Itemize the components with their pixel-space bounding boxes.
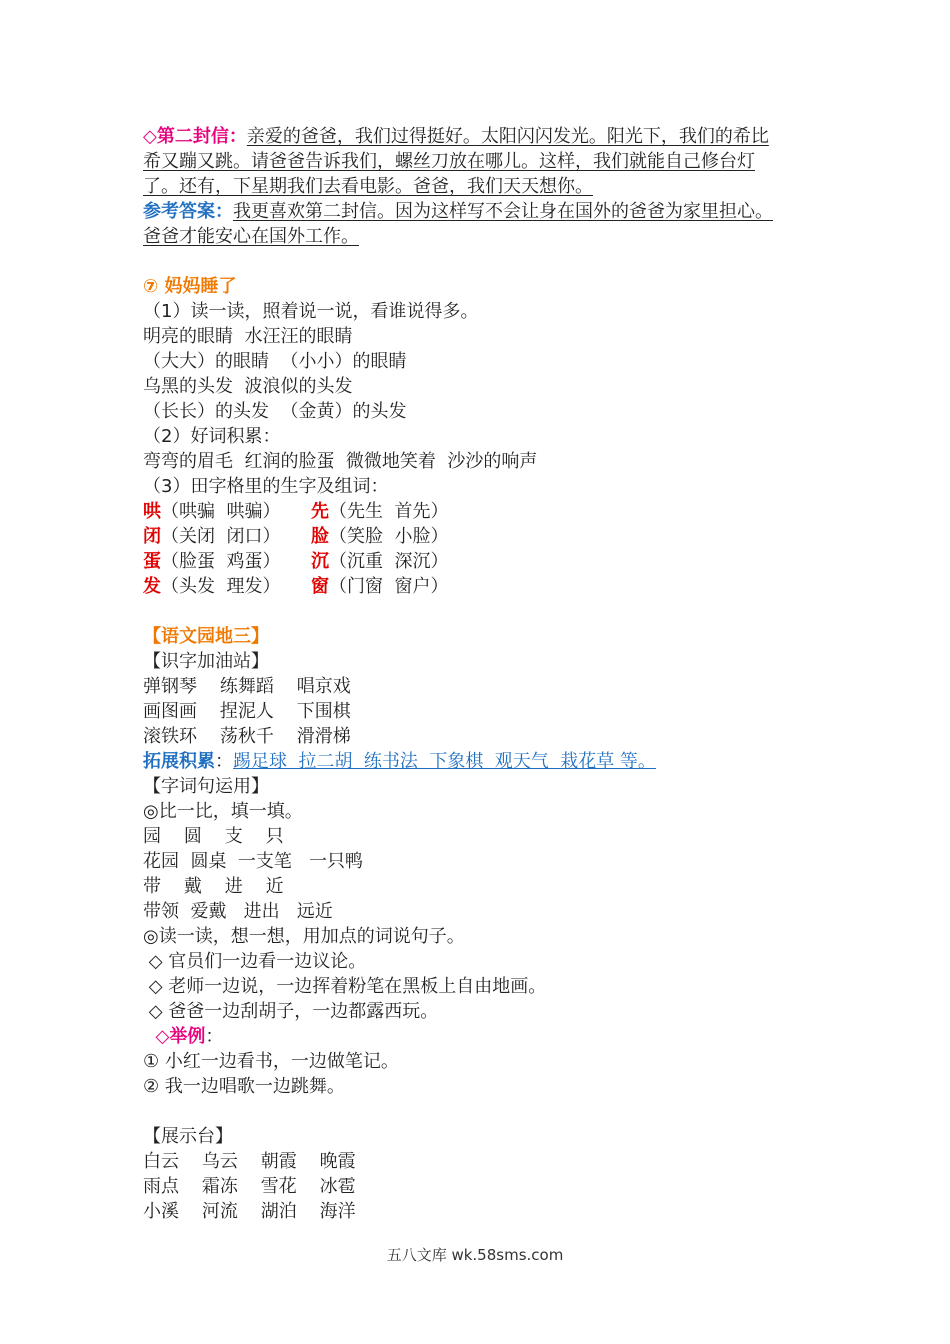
- lesson7-line: （长长）的头发 （金黄）的头发: [143, 401, 407, 422]
- diamond-marker: ◇: [143, 126, 157, 147]
- char-row: 哄（哄骗 哄骗） 先（先生 首先）: [143, 501, 449, 522]
- word-row: 弹钢琴 练舞蹈 唱京戏: [143, 676, 351, 697]
- letter2-line-3: 了。还有，下星期我们去看电影。爸爸，我们天天想你。: [143, 176, 593, 197]
- lesson7-line: （大大）的眼睛 （小小）的眼睛: [143, 351, 407, 372]
- lesson7-title: ⑦ 妈妈睡了: [143, 276, 237, 297]
- read-item: ◇ 老师一边说，一边挥着粉笔在黑板上自由地画。: [143, 976, 547, 997]
- char-row: 蛋（脸蛋 鸡蛋） 沉（沉重 深沉）: [143, 551, 449, 572]
- lesson7-line: 明亮的眼睛 水汪汪的眼睛: [143, 326, 353, 347]
- word-row: 小溪 河流 湖泊 海洋: [143, 1201, 356, 1222]
- example-item: ② 我一边唱歌一边跳舞。: [143, 1076, 345, 1097]
- page-footer: 五八文库 wk.58sms.com: [386, 1246, 564, 1264]
- example-item: ① 小红一边看书，一边做笔记。: [143, 1051, 399, 1072]
- compare-row: 带领 爱戴 进出 远近: [143, 901, 333, 922]
- answer-line-1: 参考答案：我更喜欢第二封信。因为这样写不会让身在国外的爸爸为家里担心。: [143, 201, 773, 222]
- letter2-line-1: ◇第二封信：亲爱的爸爸，我们过得挺好。太阳闪闪发光。阳光下，我们的希比: [143, 126, 769, 147]
- lesson7-q1: （1）读一读，照着说一说，看谁说得多。: [143, 301, 479, 322]
- section-heading: 【展示台】: [143, 1126, 233, 1147]
- word-row: 画图画 捏泥人 下围棋: [143, 701, 351, 722]
- extension-line: 拓展积累：踢足球 拉二胡 练书法 下象棋 观天气 栽花草 等。: [143, 751, 656, 772]
- answer-line-2: 爸爸才能安心在国外工作。: [143, 226, 359, 247]
- lesson7-line: 弯弯的眉毛 红润的脸蛋 微微地笑着 沙沙的响声: [143, 451, 538, 472]
- letter2-line-2: 希又蹦又跳。请爸爸告诉我们，螺丝刀放在哪儿。这样，我们就能自己修台灯: [143, 151, 755, 172]
- read-item: ◇ 爸爸一边刮胡子，一边都露西玩。: [143, 1001, 439, 1022]
- document-body: [143, 124, 823, 1224]
- read-title: ◎读一读，想一想，用加点的词说句子。: [143, 926, 465, 947]
- answer-label: 参考答案：: [143, 201, 233, 222]
- extension-link[interactable]: 踢足球 拉二胡 练书法 下象棋 观天气 栽花草 等。: [233, 751, 656, 772]
- example-label-line: ◇举例：: [143, 1026, 224, 1047]
- section-heading: 【字词句运用】: [143, 776, 269, 797]
- garden3-title: 【语文园地三】: [143, 626, 269, 647]
- compare-row: 花园 圆桌 一支笔 一只鸭: [143, 851, 364, 872]
- compare-row: 带 戴 进 近: [143, 876, 284, 897]
- lesson7-q2: （2）好词积累：: [143, 426, 281, 447]
- diamond-marker: ◇: [143, 1026, 170, 1047]
- lesson7-line: 乌黑的头发 波浪似的头发: [143, 376, 353, 397]
- compare-title: ◎比一比，填一填。: [143, 801, 303, 822]
- char-row: 发（头发 理发） 窗（门窗 窗户）: [143, 576, 449, 597]
- letter2-label: 第二封信：: [156, 126, 247, 147]
- word-row: 滚铁环 荡秋千 滑滑梯: [143, 726, 351, 747]
- lesson7-q3: （3）田字格里的生字及组词：: [143, 476, 389, 497]
- section-heading: 【识字加油站】: [143, 651, 269, 672]
- char-row: 闭（关闭 闭口） 脸（笑脸 小脸）: [143, 526, 449, 547]
- word-row: 雨点 霜冻 雪花 冰雹: [143, 1176, 356, 1197]
- read-item: ◇ 官员们一边看一边议论。: [143, 951, 367, 972]
- compare-row: 园 圆 支 只: [143, 826, 284, 847]
- word-row: 白云 乌云 朝霞 晚霞: [143, 1151, 356, 1172]
